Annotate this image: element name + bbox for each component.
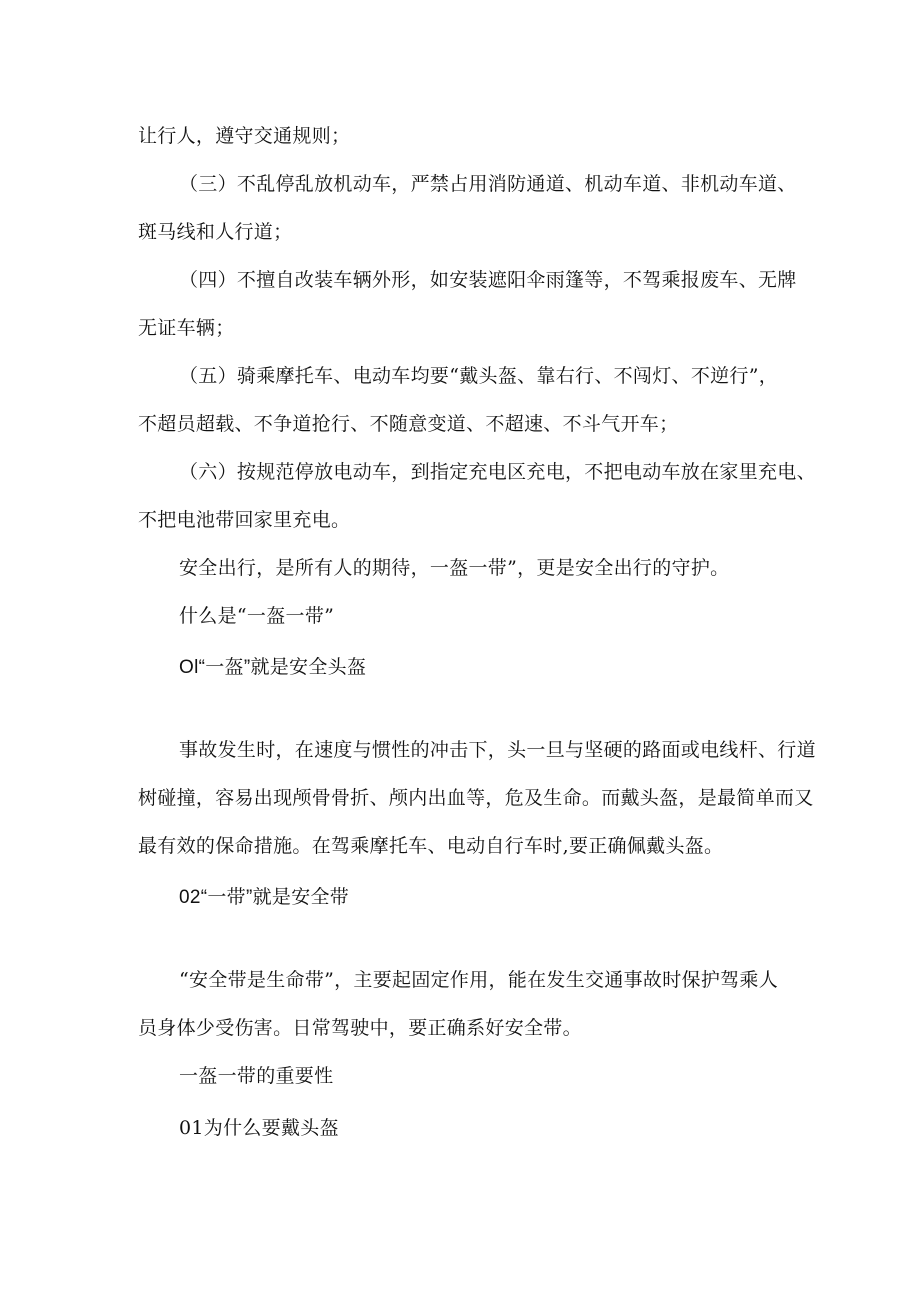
paragraph-line: 最有效的保命措施。在驾乘摩托车、电动自行车时,要正确佩戴头盔。 — [138, 835, 724, 857]
paragraph-line: （四）不擅自改装车辆外形，如安装遮阳伞雨篷等，不驾乘报废车、无牌 — [179, 269, 797, 291]
paragraph-line: 不超员超载、不争道抢行、不随意变道、不超速、不斗气开车； — [138, 413, 679, 435]
paragraph-line: （五）骑乘摩托车、电动车均要“戴头盔、靠右行、不闯灯、不逆行”， — [179, 365, 779, 387]
paragraph-line: 斑马线和人行道； — [138, 221, 293, 243]
paragraph-line: 员身体少受伤害。日常驾驶中，要正确系好安全带。 — [138, 1017, 582, 1039]
paragraph-line: “安全带是生命带”，主要起固定作用，能在发生交通事故时保护驾乘人 — [179, 969, 779, 991]
paragraph-line: （六）按规范停放电动车，到指定充电区充电，不把电动车放在家里充电、 — [179, 461, 816, 483]
paragraph-line: 无证车辆； — [138, 317, 235, 339]
paragraph-line: 不把电池带回家里充电。 — [138, 509, 351, 531]
paragraph-line: （三）不乱停乱放机动车，严禁占用消防通道、机动车道、非机动车道、 — [179, 173, 797, 195]
paragraph-line: 事故发生时，在速度与惯性的冲击下，头一旦与坚硬的路面或电线杆、行道 — [179, 739, 816, 761]
subsection-heading: 01为什么要戴头盔 — [179, 1117, 339, 1139]
paragraph-line: 安全出行，是所有人的期待，一盔一带”，更是安全出行的守护。 — [179, 557, 730, 579]
paragraph-line: 树碰撞，容易出现颅骨骨折、颅内出血等，危及生命。而戴头盔，是最简单而又 — [138, 787, 814, 809]
paragraph-line: 让行人，遵守交通规则； — [138, 125, 351, 147]
section-heading: 什么是“一盔一带” — [179, 605, 335, 627]
subsection-heading: Ol“一盔”就是安全头盔 — [179, 657, 367, 678]
subsection-heading: 02“一带”就是安全带 — [179, 887, 350, 908]
section-heading: 一盔一带的重要性 — [179, 1065, 334, 1087]
